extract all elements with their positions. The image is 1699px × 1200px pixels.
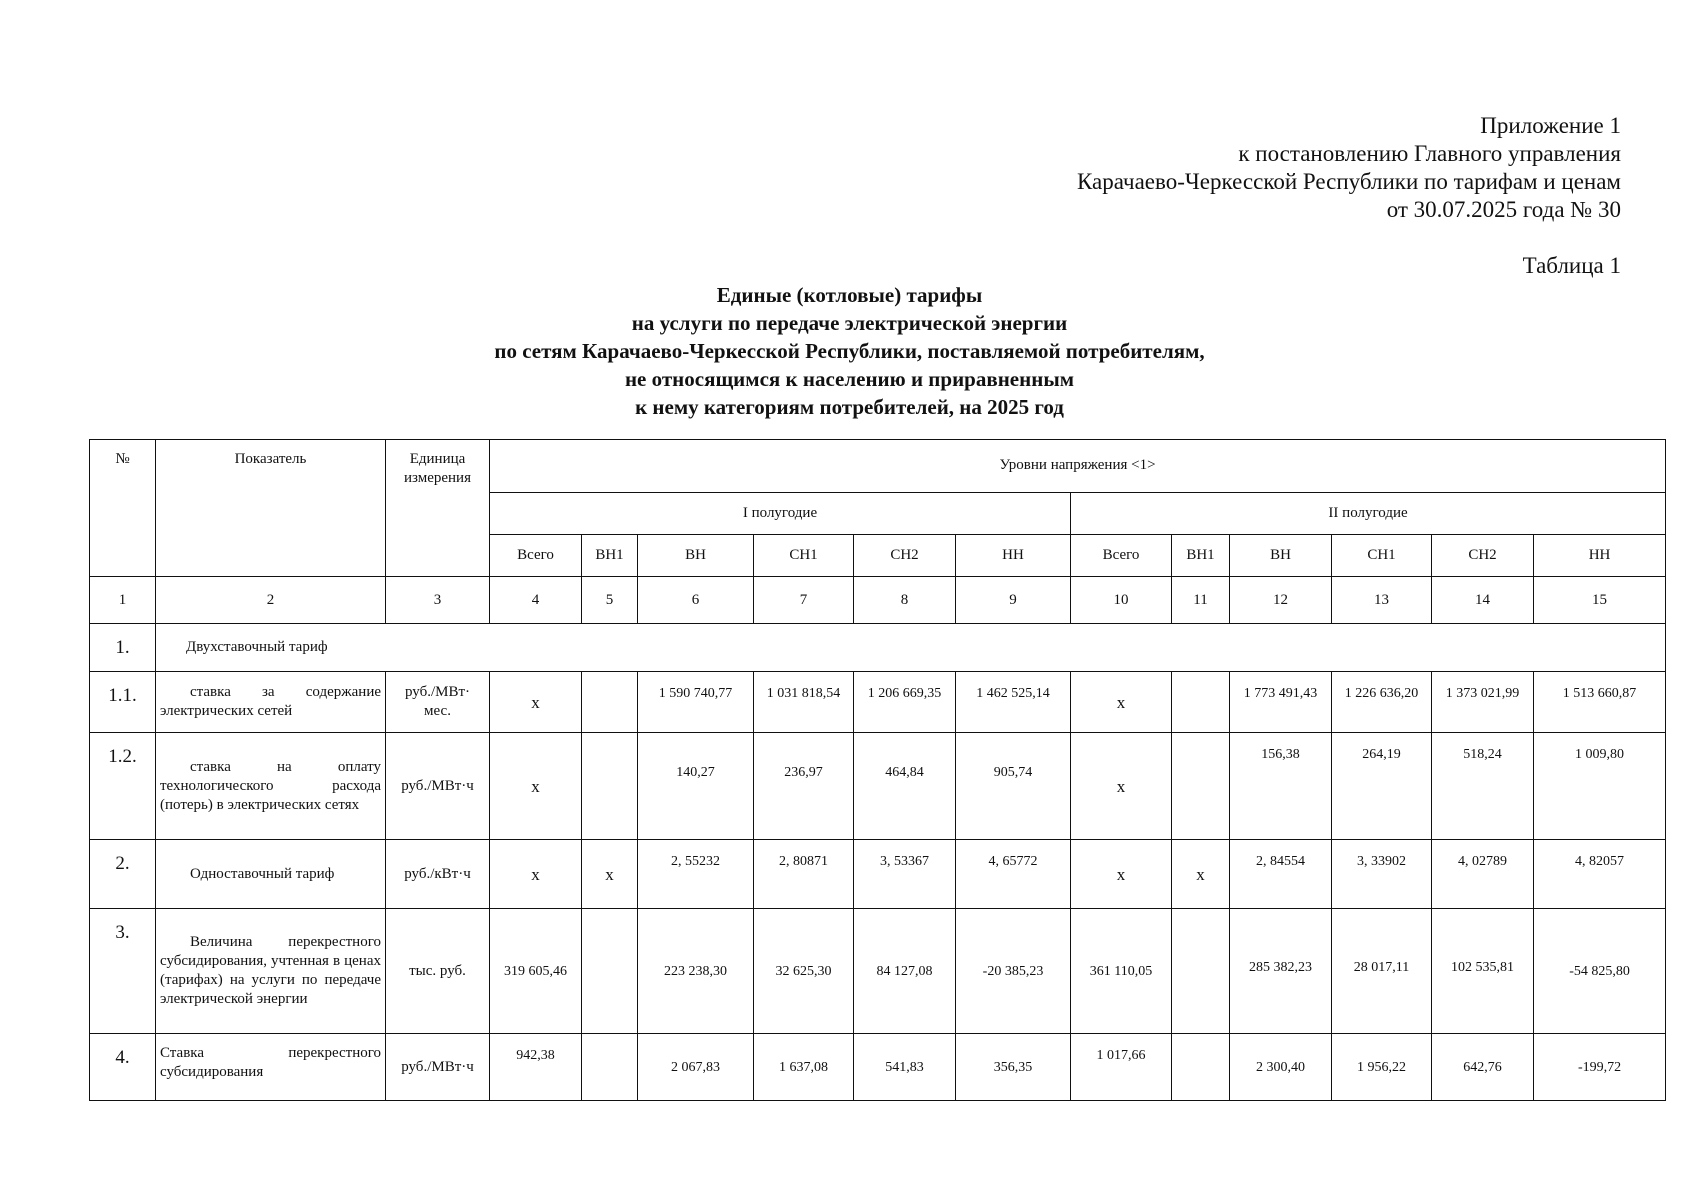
row-label: ставка за содержание электрических сетей: [156, 672, 386, 733]
value-cell: х: [1071, 840, 1172, 909]
column-number: 11: [1172, 577, 1230, 623]
header-half-2: II полугодие: [1071, 492, 1666, 534]
appendix-line: Приложение 1: [1480, 113, 1621, 138]
value-cell: х: [490, 733, 582, 840]
row-unit: руб./МВт· мес.: [386, 672, 490, 733]
column-number: 1: [90, 577, 156, 623]
header-indicator: Показатель: [156, 440, 386, 577]
row-unit: тыс. руб.: [386, 908, 490, 1033]
title-line: по сетям Карачаево-Черкесской Республики, поставляемой потребителям,: [494, 339, 1205, 363]
header-level: СН1: [754, 534, 854, 576]
header-unit: Единица измерения: [386, 440, 490, 577]
value-cell: 642,76: [1432, 1034, 1534, 1101]
row-number: 3.: [90, 908, 156, 1033]
value-cell: [1172, 908, 1230, 1033]
value-cell: 140,27: [638, 733, 754, 840]
value-cell: -54 825,80: [1534, 908, 1666, 1033]
section-row: [90, 623, 1666, 672]
value-cell: [1172, 1034, 1230, 1101]
table-row: [90, 908, 1666, 1033]
header-level: НН: [956, 534, 1071, 576]
column-number: 3: [386, 577, 490, 623]
section-label: Двухставочный тариф: [156, 623, 1666, 672]
column-number: 12: [1230, 577, 1332, 623]
column-number: 4: [490, 577, 582, 623]
table-row: [90, 672, 1666, 733]
value-cell: 264,19: [1332, 733, 1432, 840]
value-cell: 3, 33902: [1332, 840, 1432, 909]
header-row: [90, 440, 1666, 493]
column-number: 8: [854, 577, 956, 623]
row-label: Ставка перекрестного субсидирования: [156, 1034, 386, 1101]
row-label: Величина перекрестного субсидирования, учтенная в ценах (тарифах) на услуги по передаче электрической энергии: [156, 908, 386, 1033]
value-cell: 32 625,30: [754, 908, 854, 1033]
column-number: 2: [156, 577, 386, 623]
column-number: 10: [1071, 577, 1172, 623]
header-level: ВН1: [1172, 534, 1230, 576]
value-cell: 2, 80871: [754, 840, 854, 909]
column-number: 9: [956, 577, 1071, 623]
value-cell: 1 513 660,87: [1534, 672, 1666, 733]
value-cell: [582, 1034, 638, 1101]
value-cell: 319 605,46: [490, 908, 582, 1033]
appendix-line: Карачаево-Черкесской Республики по тарифам и ценам: [1076, 169, 1621, 194]
header-level: Всего: [1071, 534, 1172, 576]
row-unit: руб./МВт·ч: [386, 733, 490, 840]
appendix-line: от 30.07.2025 года № 30: [1386, 197, 1621, 222]
header-level: СН2: [1432, 534, 1534, 576]
column-number-row: [90, 577, 1666, 623]
value-cell: 2, 55232: [638, 840, 754, 909]
value-cell: х: [1071, 733, 1172, 840]
title-line: к нему категориям потребителей, на 2025 год: [635, 395, 1064, 419]
value-cell: [582, 672, 638, 733]
value-cell: 905,74: [956, 733, 1071, 840]
value-cell: 1 206 669,35: [854, 672, 956, 733]
value-cell: 1 031 818,54: [754, 672, 854, 733]
value-cell: 236,97: [754, 733, 854, 840]
value-cell: 1 017,66: [1071, 1034, 1172, 1101]
header-level: Всего: [490, 534, 582, 576]
row-unit: руб./кВт·ч: [386, 840, 490, 909]
value-cell: 1 226 636,20: [1332, 672, 1432, 733]
value-cell: х: [1172, 840, 1230, 909]
value-cell: [582, 908, 638, 1033]
row-number: 1.1.: [90, 672, 156, 733]
value-cell: 28 017,11: [1332, 908, 1432, 1033]
row-label: Одноставочный тариф: [156, 840, 386, 909]
column-number: 5: [582, 577, 638, 623]
value-cell: 4, 02789: [1432, 840, 1534, 909]
value-cell: 1 637,08: [754, 1034, 854, 1101]
row-number: 1.2.: [90, 733, 156, 840]
value-cell: 1 773 491,43: [1230, 672, 1332, 733]
header-voltage-levels: Уровни напряжения <1>: [490, 440, 1666, 493]
value-cell: 102 535,81: [1432, 908, 1534, 1033]
value-cell: 4, 82057: [1534, 840, 1666, 909]
table-row: [90, 733, 1666, 840]
column-number: 7: [754, 577, 854, 623]
value-cell: 361 110,05: [1071, 908, 1172, 1033]
value-cell: 1 590 740,77: [638, 672, 754, 733]
header-level: ВН1: [582, 534, 638, 576]
value-cell: 1 956,22: [1332, 1034, 1432, 1101]
value-cell: 285 382,23: [1230, 908, 1332, 1033]
row-number: 2.: [90, 840, 156, 909]
value-cell: 356,35: [956, 1034, 1071, 1101]
value-cell: 942,38: [490, 1034, 582, 1101]
row-unit: руб./МВт·ч: [386, 1034, 490, 1101]
column-number: 13: [1332, 577, 1432, 623]
document-title: [0, 281, 1699, 421]
column-number: 15: [1534, 577, 1666, 623]
appendix-note: [1077, 112, 1621, 224]
value-cell: -199,72: [1534, 1034, 1666, 1101]
column-number: 6: [638, 577, 754, 623]
value-cell: 84 127,08: [854, 908, 956, 1033]
value-cell: 1 462 525,14: [956, 672, 1071, 733]
table-row: [90, 1034, 1666, 1101]
value-cell: 464,84: [854, 733, 956, 840]
value-cell: [582, 733, 638, 840]
value-cell: 518,24: [1432, 733, 1534, 840]
value-cell: 1 373 021,99: [1432, 672, 1534, 733]
header-level: ВН: [638, 534, 754, 576]
table-label: Таблица 1: [1522, 253, 1621, 278]
value-cell: [1172, 733, 1230, 840]
title-line: на услуги по передаче электрической энергии: [631, 311, 1068, 335]
value-cell: -20 385,23: [956, 908, 1071, 1033]
value-cell: 2 300,40: [1230, 1034, 1332, 1101]
value-cell: 3, 53367: [854, 840, 956, 909]
table-row: [90, 840, 1666, 909]
value-cell: 541,83: [854, 1034, 956, 1101]
value-cell: 156,38: [1230, 733, 1332, 840]
header-half-1: I полугодие: [490, 492, 1071, 534]
header-level: ВН: [1230, 534, 1332, 576]
row-label: ставка на оплату технологического расхода (потерь) в электрических сетях: [156, 733, 386, 840]
appendix-line: к постановлению Главного управления: [1238, 141, 1621, 166]
column-number: 14: [1432, 577, 1534, 623]
value-cell: 223 238,30: [638, 908, 754, 1033]
value-cell: 2, 84554: [1230, 840, 1332, 909]
row-number: 4.: [90, 1034, 156, 1101]
title-line: не относящимся к населению и приравненным: [624, 367, 1075, 391]
value-cell: [1172, 672, 1230, 733]
title-line: Единые (котловые) тарифы: [716, 283, 983, 307]
header-level: СН2: [854, 534, 956, 576]
header-level: НН: [1534, 534, 1666, 576]
tariff-table: [89, 439, 1666, 1101]
value-cell: 2 067,83: [638, 1034, 754, 1101]
value-cell: х: [1071, 672, 1172, 733]
header-no: №: [90, 440, 156, 577]
header-level: СН1: [1332, 534, 1432, 576]
row-number: 1.: [90, 623, 156, 672]
value-cell: х: [490, 840, 582, 909]
value-cell: х: [582, 840, 638, 909]
value-cell: х: [490, 672, 582, 733]
value-cell: 4, 65772: [956, 840, 1071, 909]
value-cell: 1 009,80: [1534, 733, 1666, 840]
